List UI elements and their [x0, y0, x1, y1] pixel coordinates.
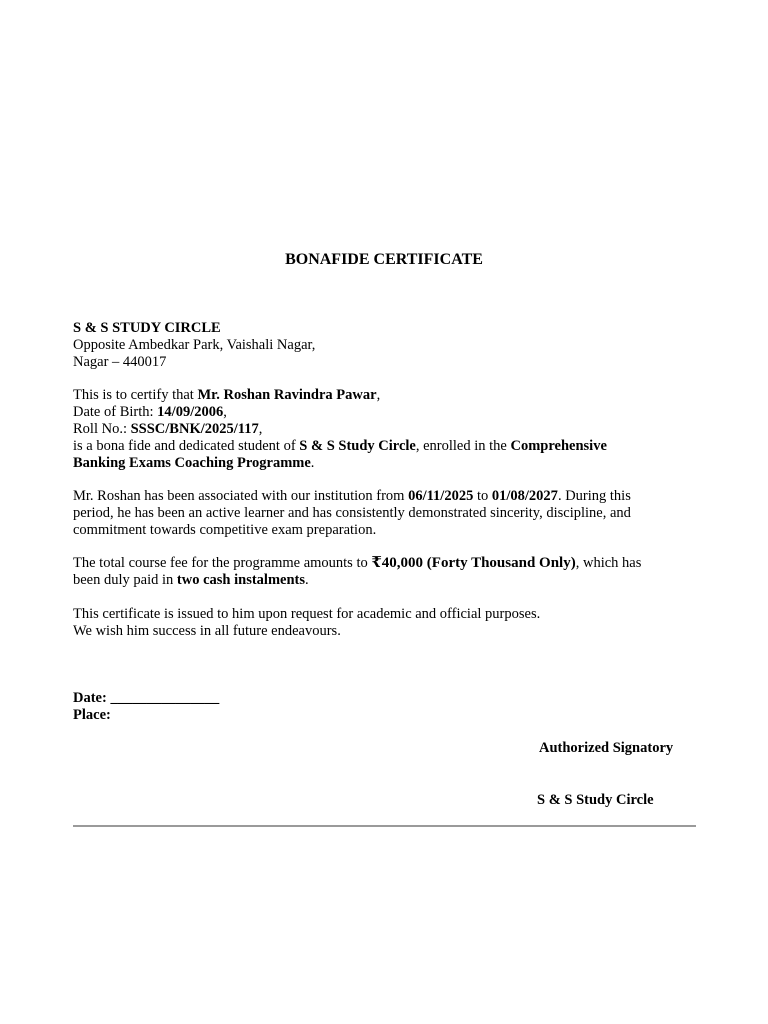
certificate-title: BONAFIDE CERTIFICATE — [285, 251, 483, 268]
certify-line-student — [73, 438, 693, 455]
certify-line-dob — [73, 404, 693, 421]
date-label: Date: _______________ — [73, 690, 220, 706]
period: . — [310, 455, 315, 471]
roll-label: Roll No.: — [73, 421, 131, 437]
comma: , — [258, 421, 263, 437]
fee-text-2: , which has — [575, 555, 642, 571]
dob-label: Date of Birth: — [73, 404, 158, 420]
certify-intro: This is to certify that — [73, 387, 198, 403]
student-name: Mr. Roshan Ravindra Pawar — [197, 387, 377, 403]
roll-number: SSSC/BNK/2025/117 — [130, 421, 259, 437]
fee-amount: ₹40,000 (Forty Thousand Only) — [371, 555, 576, 571]
programme-name-part1: Comprehensive — [510, 438, 607, 454]
programme-name-part2: Banking Exams Coaching Programme — [73, 455, 311, 471]
association-text-2: . During this — [557, 488, 631, 504]
purpose-line-2: We wish him success in all future endeavours. — [73, 623, 341, 639]
purpose-line-1: This certificate is issued to him upon request for academic and official purposes. — [73, 606, 541, 622]
address-line-1: Opposite Ambedkar Park, Vaishali Nagar, — [73, 337, 316, 353]
from-date: 06/11/2025 — [408, 488, 474, 504]
certify-line-roll — [73, 421, 693, 438]
association-line-3: commitment towards competitive exam preparation. — [73, 522, 377, 538]
institute-name: S & S STUDY CIRCLE — [73, 320, 221, 336]
fee-line-1 — [73, 555, 693, 572]
fee-paragraph — [73, 555, 693, 589]
footer-divider — [73, 825, 696, 827]
purpose-paragraph — [73, 606, 693, 640]
period: . — [305, 572, 309, 588]
authorized-signatory: Authorized Signatory — [539, 740, 674, 756]
certify-paragraph — [73, 387, 693, 472]
student-text: is a bona fide and dedicated student of — [73, 438, 300, 454]
institute-address-block — [73, 320, 693, 371]
to-date: 01/08/2027 — [491, 488, 558, 504]
association-text: Mr. Roshan has been associated with our institution from — [73, 488, 409, 504]
fee-text: The total course fee for the programme amounts to — [73, 555, 372, 571]
comma: , — [223, 404, 227, 420]
fee-line-2 — [73, 572, 693, 589]
date-of-birth: 14/09/2006 — [157, 404, 224, 420]
to-text: to — [473, 488, 492, 504]
association-line-2: period, he has been an active learner and has consistently demonstrated sincerity, discipline, and — [73, 505, 631, 521]
payment-mode: two cash instalments — [176, 572, 305, 588]
comma: , — [376, 387, 381, 403]
association-line-1 — [73, 488, 693, 505]
association-paragraph — [73, 488, 693, 539]
enrolled-text: , enrolled in the — [415, 438, 511, 454]
signatory-institute: S & S Study Circle — [537, 792, 654, 808]
fee-text-3: been duly paid in — [73, 572, 177, 588]
date-place-block — [73, 690, 693, 724]
certify-line-name — [73, 387, 693, 404]
address-line-2: Nagar – 440017 — [73, 354, 167, 370]
place-label: Place: — [73, 707, 111, 723]
certify-line-programme — [73, 455, 693, 472]
institute-name-inline: S & S Study Circle — [299, 438, 416, 454]
